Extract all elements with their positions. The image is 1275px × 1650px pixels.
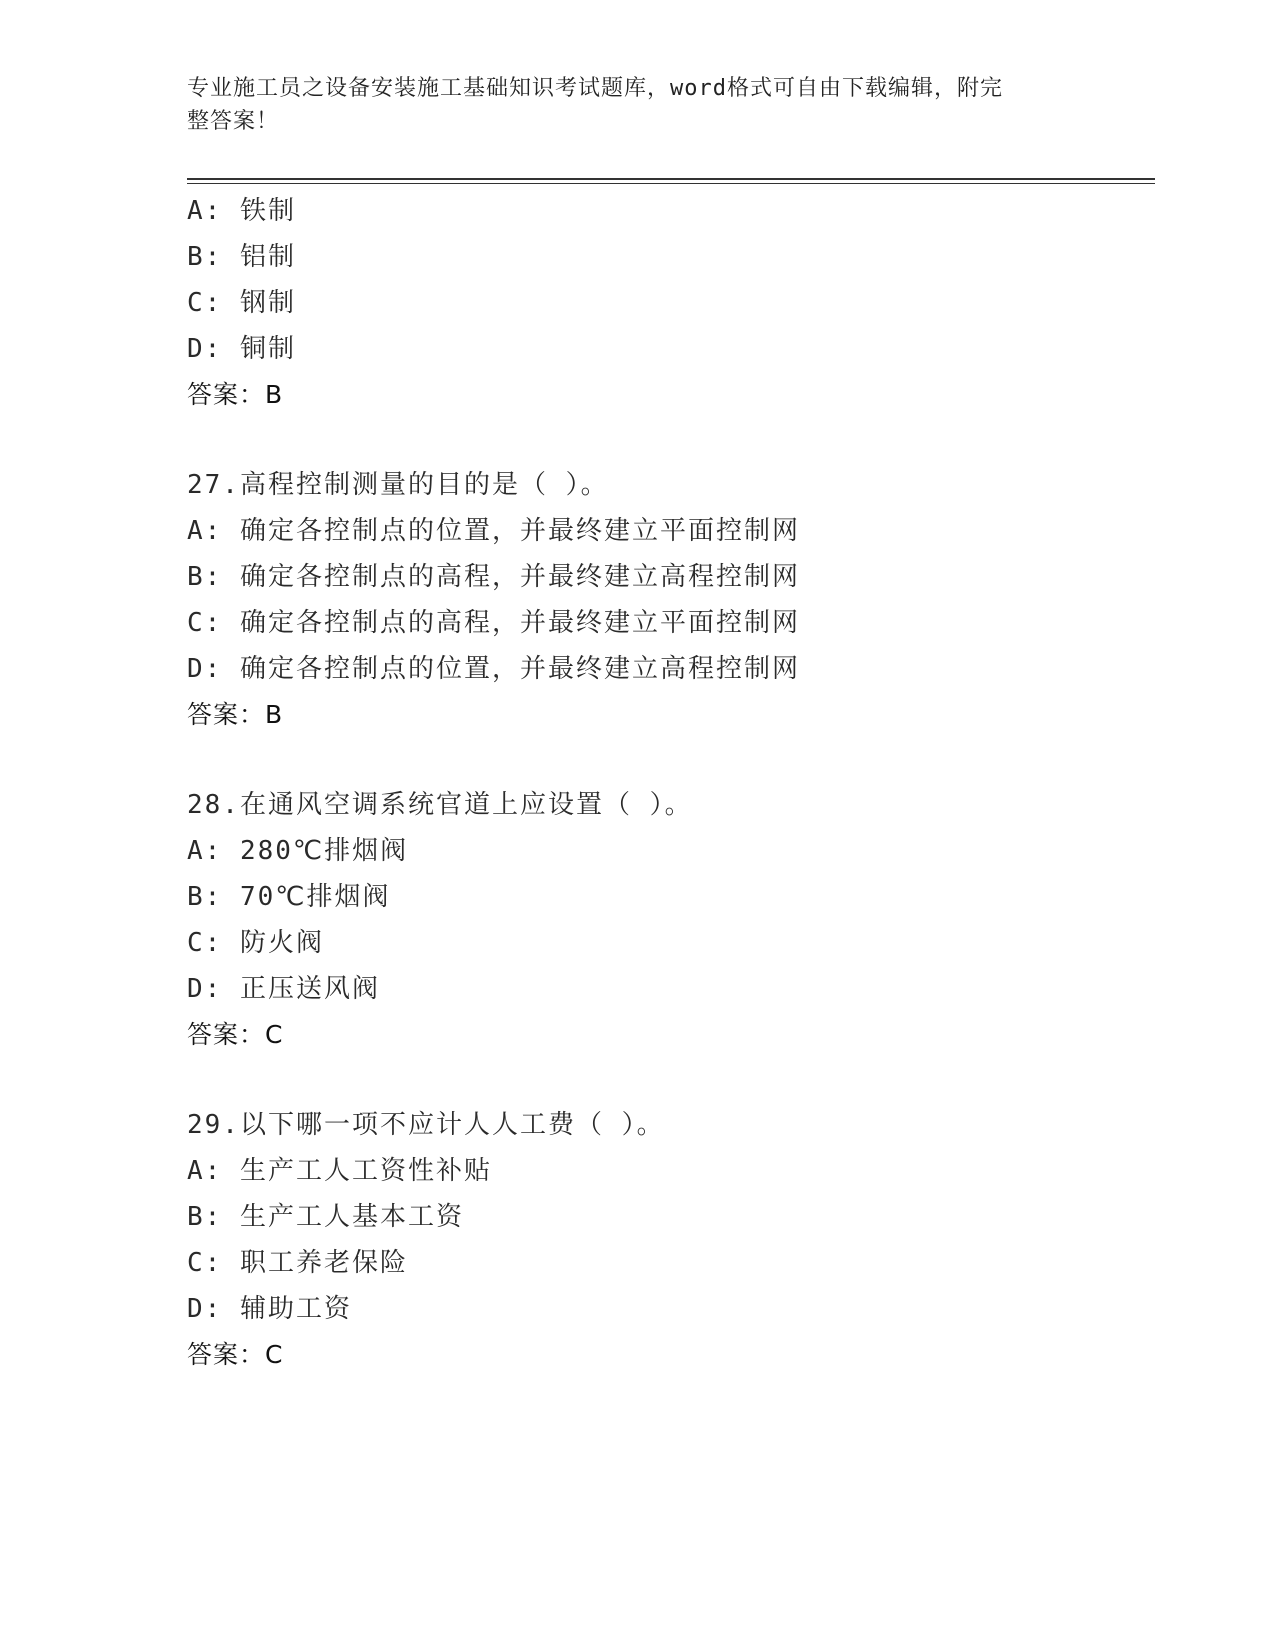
question-title: 27.高程控制测量的目的是（ ）。 (187, 470, 609, 500)
option-b: B: 生产工人基本工资 (187, 1202, 464, 1232)
answer-line: 答案：B (187, 700, 284, 729)
spacer (187, 738, 1147, 782)
option-c: C: 确定各控制点的高程，并最终建立平面控制网 (187, 608, 800, 638)
option-d: D: 辅助工资 (187, 1294, 352, 1324)
header-divider-thin (187, 183, 1155, 184)
option-c: C: 防火阀 (187, 928, 324, 958)
option-a: A: 确定各控制点的位置，并最终建立平面控制网 (187, 516, 800, 546)
document-header (187, 72, 1067, 138)
answer-line: 答案：C (187, 1020, 284, 1049)
question-list (187, 188, 1147, 1378)
option-b: B: 70℃排烟阀 (187, 882, 391, 912)
question-title: 28.在通风空调系统官道上应设置（ ）。 (187, 790, 693, 820)
option-a: A: 铁制 (187, 196, 296, 226)
option-c: C: 职工养老保险 (187, 1248, 408, 1278)
question-block-28 (187, 782, 1147, 1058)
question-title: 29.以下哪一项不应计人人工费（ ）。 (187, 1110, 665, 1140)
option-a: A: 生产工人工资性补贴 (187, 1156, 492, 1186)
option-d: D: 确定各控制点的位置，并最终建立高程控制网 (187, 654, 800, 684)
option-d: D: 正压送风阀 (187, 974, 380, 1004)
question-block-continued (187, 188, 1147, 418)
option-c: C: 钢制 (187, 288, 296, 318)
spacer (187, 1058, 1147, 1102)
option-b: B: 确定各控制点的高程，并最终建立高程控制网 (187, 562, 800, 592)
question-block-29 (187, 1102, 1147, 1378)
header-divider-thick (187, 178, 1155, 180)
header-line-1: 专业施工员之设备安装施工基础知识考试题库，word格式可自由下载编辑，附完 (187, 76, 1003, 101)
spacer (187, 418, 1147, 462)
answer-line: 答案：C (187, 1340, 284, 1369)
option-b: B: 铝制 (187, 242, 296, 272)
question-block-27 (187, 462, 1147, 738)
answer-line: 答案：B (187, 380, 284, 409)
header-line-2: 整答案！ (187, 109, 280, 134)
option-d: D: 铜制 (187, 334, 296, 364)
option-a: A: 280℃排烟阀 (187, 836, 409, 866)
